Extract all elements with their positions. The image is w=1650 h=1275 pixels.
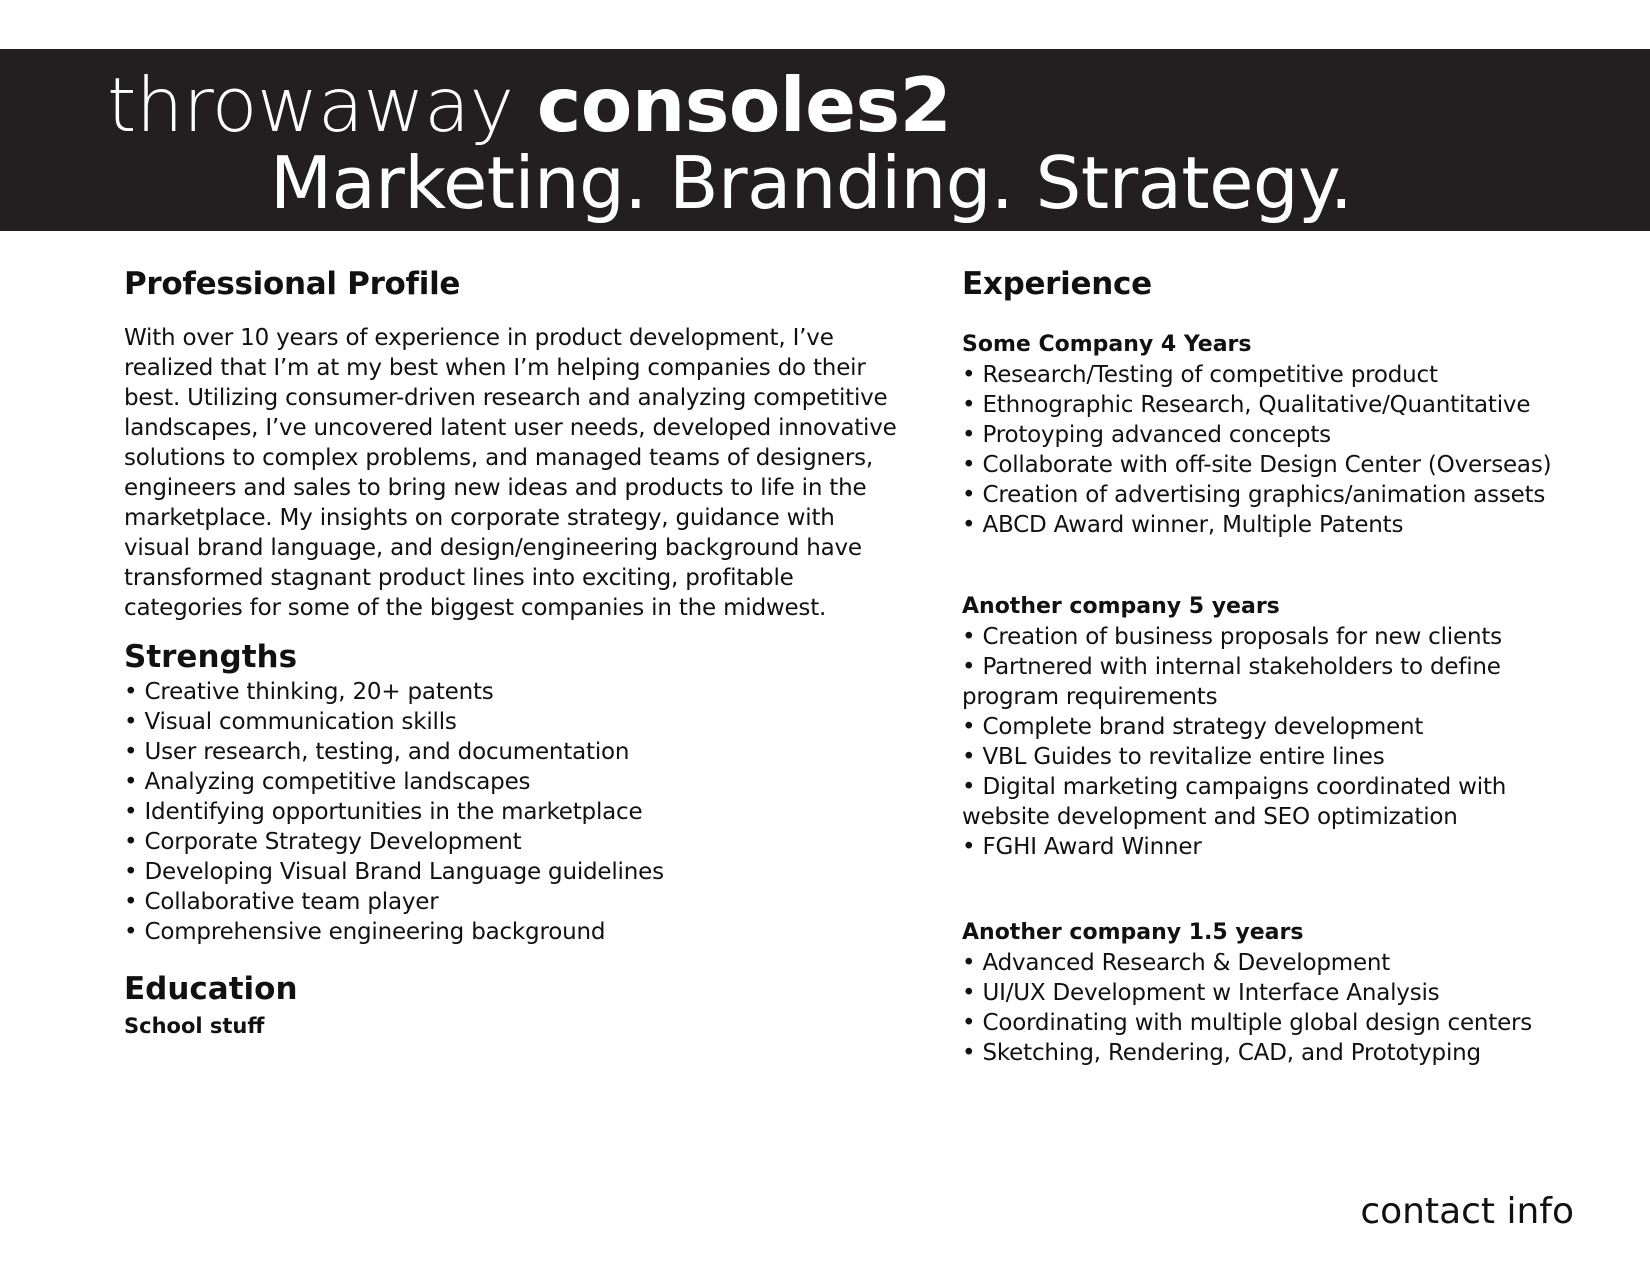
job-duty: • UI/UX Development w Interface Analysis — [962, 980, 1440, 1006]
experience-heading: Experience — [962, 266, 1152, 302]
education-heading: Education — [124, 971, 298, 1007]
strength-item: • Visual communication skills — [124, 709, 457, 735]
job-entry — [962, 918, 1622, 1068]
education-school: School stuff — [124, 1014, 265, 1038]
job-duty: • Collaborate with off-site Design Center (Overseas) — [962, 452, 1552, 478]
job-duties — [962, 360, 1622, 540]
strength-item: • User research, testing, and documentation — [124, 739, 630, 765]
strength-item: • Creative thinking, 20+ patents — [124, 679, 494, 705]
job-duty: • Coordinating with multiple global design centers — [962, 1010, 1533, 1036]
job-duties — [962, 622, 1622, 862]
resume-name — [107, 60, 951, 150]
job-duty: • ABCD Award winner, Multiple Patents — [962, 512, 1404, 538]
resume-tagline: Marketing. Branding. Strategy. — [270, 141, 1353, 225]
job-duty: • Ethnographic Research, Qualitative/Quantitative — [962, 392, 1531, 418]
strength-item: • Collaborative team player — [124, 889, 439, 915]
job-title: Another company 1.5 years — [962, 920, 1304, 945]
strength-item: • Analyzing competitive landscapes — [124, 769, 531, 795]
job-duty: • Complete brand strategy development — [962, 714, 1424, 740]
job-duty: • Digital marketing campaigns coordinated with website development and SEO optimization — [962, 774, 1507, 830]
strengths-list — [124, 677, 904, 947]
job-title: Another company 5 years — [962, 594, 1280, 619]
left-column — [124, 258, 904, 1043]
job-duty: • FGHI Award Winner — [962, 834, 1202, 860]
strength-item: • Comprehensive engineering background — [124, 919, 606, 945]
contact-info: contact info — [1360, 1191, 1574, 1232]
strength-item: • Identifying opportunities in the marketplace — [124, 799, 643, 825]
job-duties — [962, 948, 1622, 1068]
job-duty: • Partnered with internal stakeholders to define program requirements — [962, 654, 1501, 710]
job-duty: • VBL Guides to revitalize entire lines — [962, 744, 1385, 770]
job-entry — [962, 330, 1622, 540]
strengths-heading: Strengths — [124, 639, 298, 675]
job-duty: • Advanced Research & Development — [962, 950, 1391, 976]
job-duty: • Creation of business proposals for new clients — [962, 624, 1502, 650]
job-duty: • Creation of advertising graphics/animation assets — [962, 482, 1546, 508]
right-column — [962, 258, 1622, 1066]
job-duty: • Research/Testing of competitive product — [962, 362, 1438, 388]
job-title: Some Company 4 Years — [962, 332, 1252, 357]
profile-heading: Professional Profile — [124, 266, 461, 302]
strength-item: • Corporate Strategy Development — [124, 829, 522, 855]
job-entry — [962, 592, 1622, 862]
strength-item: • Developing Visual Brand Language guidelines — [124, 859, 664, 885]
name-first: throwaway — [107, 61, 514, 149]
job-duty: • Sketching, Rendering, CAD, and Prototyping — [962, 1040, 1481, 1066]
job-duty: • Protoyping advanced concepts — [962, 422, 1331, 448]
name-last: consoles2 — [536, 61, 952, 149]
profile-text: With over 10 years of experience in product development, I’ve realized that I’m at my best when I’m helping companies do their best. Utilizing consumer-driven research and analyzing competitive landscapes, I’ve uncovered latent user needs, developed innovative solutions to complex problems, and managed teams of designers, engineers and sales to bring new ideas and products to life in the marketplace. My insights on corporate strategy, guidance with visual brand language, and design/engineering background have transformed stagnant product lines into exciting, profitable categories for some of the biggest companies in the midwest. — [124, 325, 897, 621]
